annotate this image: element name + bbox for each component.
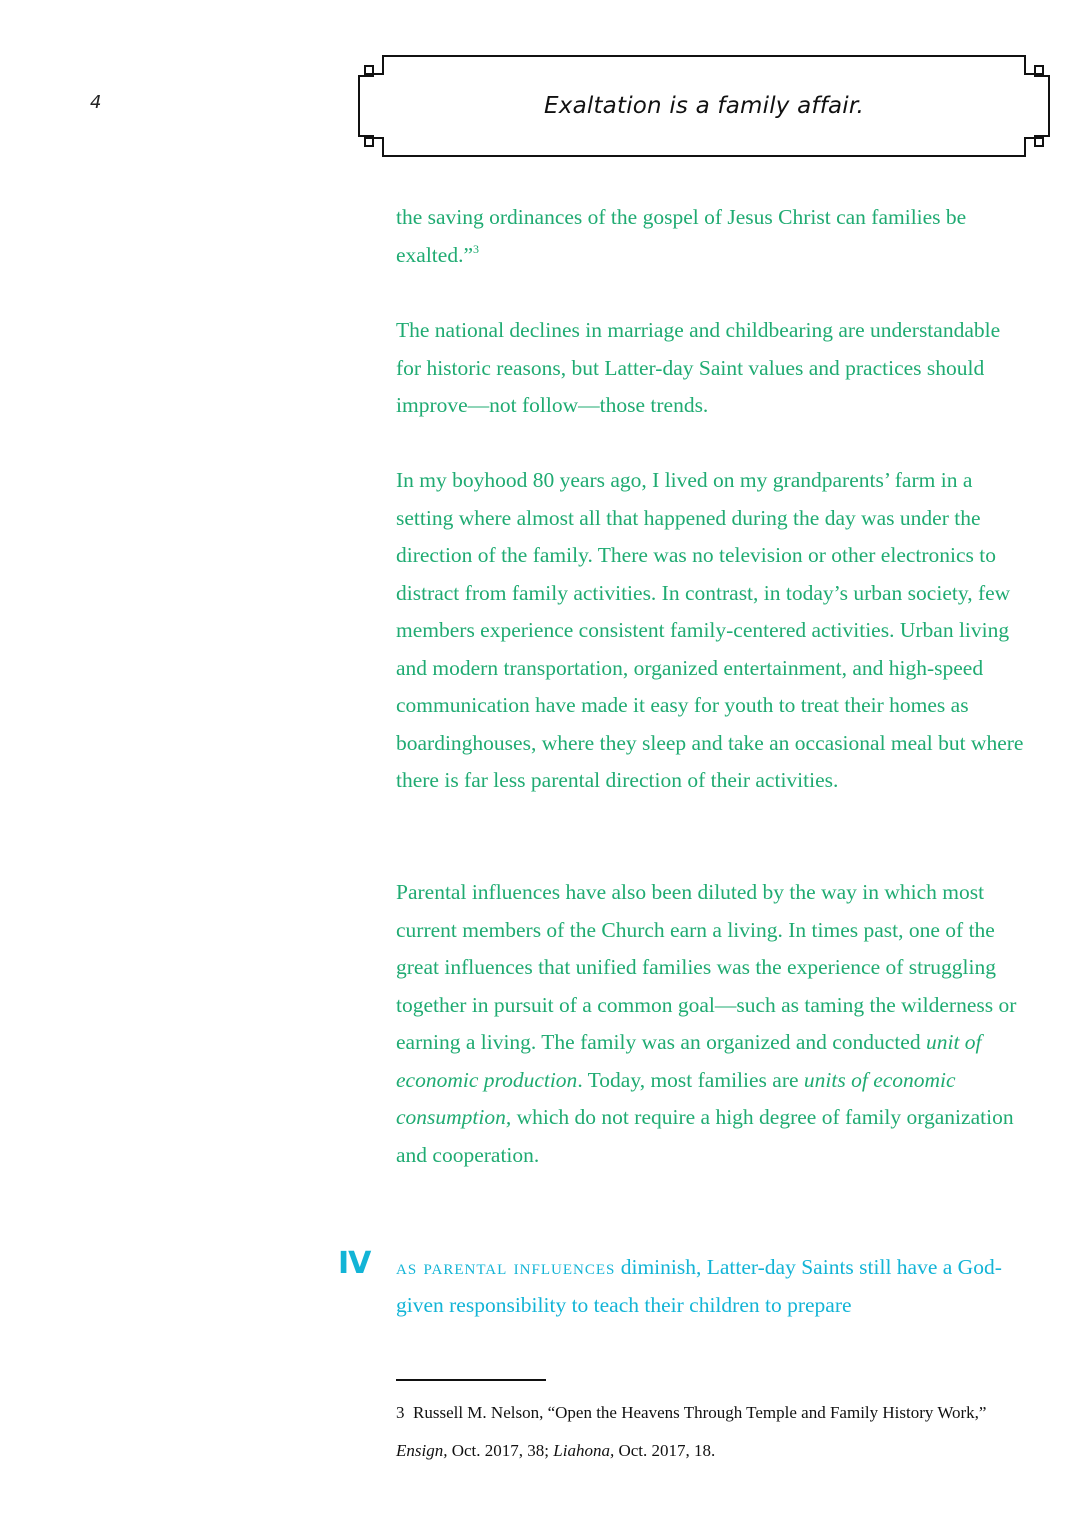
footnote-number: 3 <box>396 1403 405 1422</box>
section-iv-opening: as parental influences diminish, Latter-day Saints still have a God-given responsibility to teach their children to prepare <box>396 1255 1002 1317</box>
paragraph-2: The national declines in marriage and childbearing are understandable for historic reasons, but Latter-day Saint values and practices should improve—not follow—those trends. <box>396 318 1001 417</box>
page-number: 4 <box>90 92 102 113</box>
section-lead-smallcaps: as parental influences <box>396 1255 616 1279</box>
footnote-3: 3 Russell M. Nelson, “Open the Heavens Through Temple and Family History Work,” Ensign, Oct. 2017, 38; Liahona, Oct. 2017, 18. <box>396 1403 987 1460</box>
paragraph-4: Parental influences have also been diluted by the way in which most current members of the Church earn a living. In times past, one of the great influences that unified families was the experience of struggling together in pursuit of a common goal—such as taming the wilderness or earning a living. The family was an organized and conducted unit of economic production. Today, most families are units of economic consumption, which do not require a high degree of family organization and cooperation. <box>396 880 1017 1167</box>
emphasis-economic-consumption: units of economic consumption, <box>396 1067 956 1129</box>
emphasis-economic-production: unit of economic production <box>396 1030 982 1092</box>
running-header-title: Exaltation is a family affair. <box>544 93 864 119</box>
paragraph-3: In my boyhood 80 years ago, I lived on my grandparents’ farm in a setting where almost all that happened during the day was under the direction of the family. There was no television or other electronics to distract from family activities. In contrast, in today’s urban society, few members experience consistent family-centered activities. Urban living and modern transportation, organized entertainment, and high-speed communication have made it easy for youth to treat their homes as boardinghouses, where they sleep and take an occasional meal but where there is far less parental direction of their activities. <box>396 468 1024 792</box>
paragraph-1: the saving ordinances of the gospel of Jesus Christ can families be exalted.”$^3$ <box>396 205 967 267</box>
footnote-reference[interactable]: 3 <box>473 241 479 256</box>
section-numeral: IV <box>338 1246 371 1281</box>
footnote-divider <box>396 1379 546 1381</box>
